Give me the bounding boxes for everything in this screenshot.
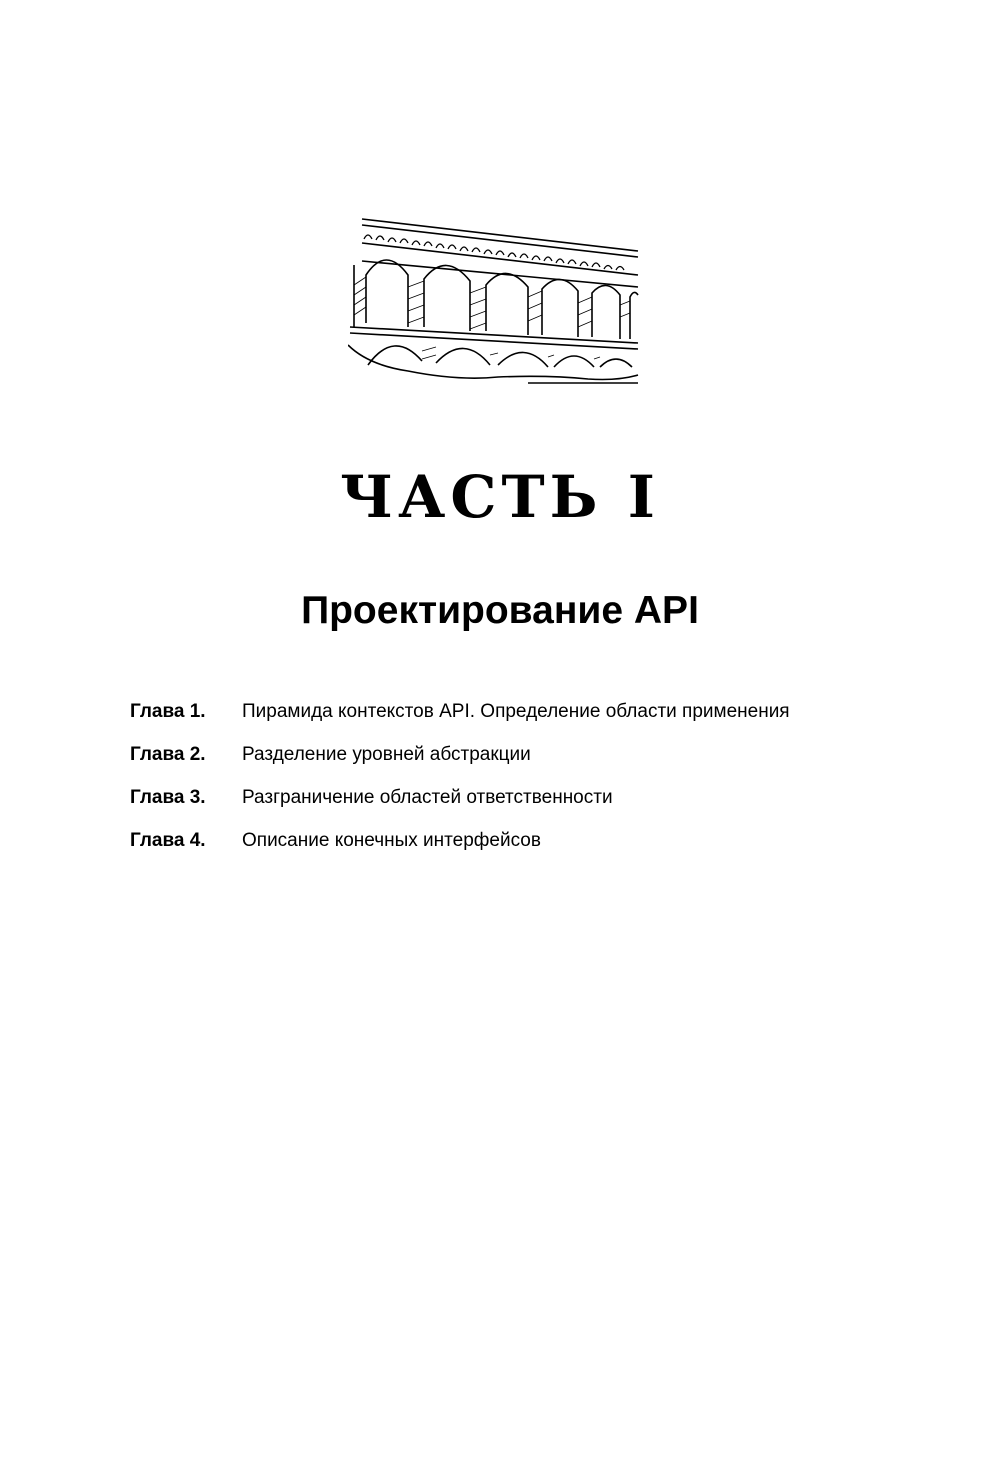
chapter-label: Глава 1. <box>130 700 206 722</box>
chapter-entry <box>130 776 910 819</box>
chapter-title: Разграничение областей ответственности <box>242 786 613 808</box>
aqueduct-illustration <box>348 215 640 387</box>
section-title: Проектирование API <box>301 589 699 632</box>
chapter-title: Пирамида контекстов API. Определение области применения <box>242 700 790 722</box>
part-title: ЧАСТЬ I <box>340 463 660 531</box>
chapter-label: Глава 2. <box>130 743 206 765</box>
chapter-title: Разделение уровней абстракции <box>242 743 531 765</box>
chapter-label: Глава 4. <box>130 829 206 851</box>
chapter-label: Глава 3. <box>130 786 206 808</box>
chapter-entry <box>130 819 910 862</box>
chapter-entry <box>130 733 910 776</box>
chapter-title: Описание конечных интерфейсов <box>242 829 541 851</box>
chapter-entry <box>130 690 910 733</box>
chapter-list <box>130 690 910 862</box>
